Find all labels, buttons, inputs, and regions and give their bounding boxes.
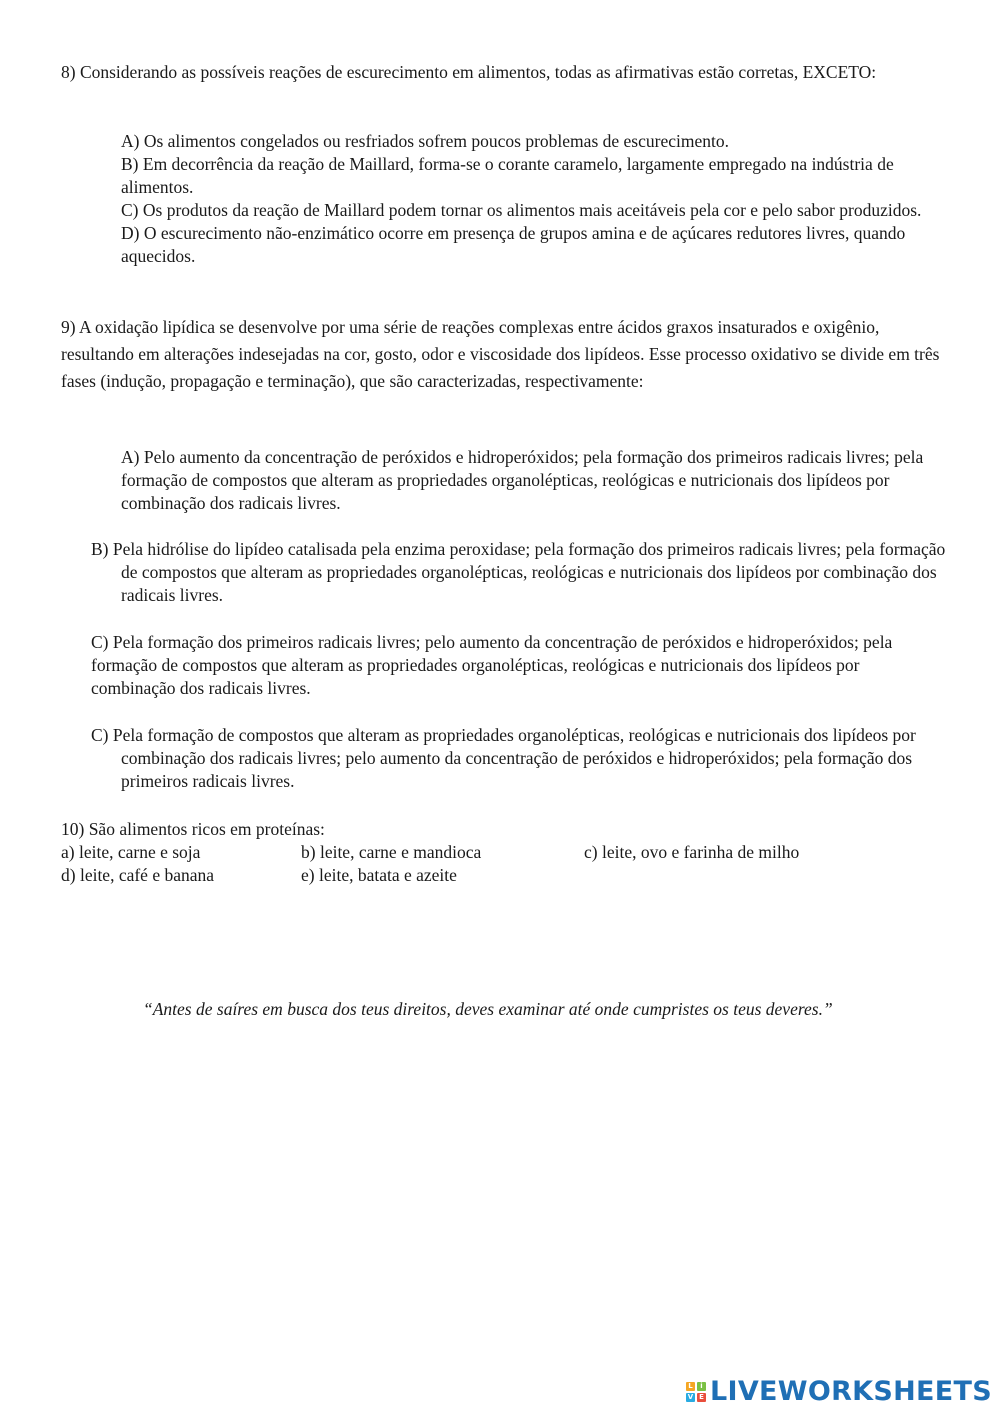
question-9-option-c: C) Pela formação dos primeiros radicais livres; pelo aumento da concentração de peróxidos e hidroperóxidos; pela formação de compostos que alteram as propriedades organolépticas, reológicas e nutricionais dos lipídeos por combinação dos radicais livres. (91, 632, 893, 698)
question-10-option-b: b) leite, carne e mandioca (301, 842, 482, 862)
logo-tile-l: L (686, 1382, 695, 1391)
question-10-row-2 (61, 864, 941, 887)
question-10-options (61, 841, 941, 887)
logo-mark-icon (686, 1382, 706, 1402)
question-8-option-d: D) O escurecimento não-enzimático ocorre em presença de grupos amina e de açúcares redutores livres, quando aquecidos. (121, 223, 906, 266)
question-10-option-d: d) leite, café e banana (61, 865, 215, 885)
question-9-stem: 9) A oxidação lipídica se desenvolve por uma série de reações complexas entre ácidos graxos insaturados e oxigênio, resultando em alterações indesejadas na cor, gosto, odor e viscosidade dos lipídeos. Esse processo oxidativo se divide em três fases (indução, propagação e terminação), que são caracterizadas, respectivamente: (61, 317, 940, 391)
closing-quote: “Antes de saíres em busca dos teus direitos, deves examinar até onde cumpristes os teus deveres.” (143, 998, 833, 1019)
question-8-option-c: C) Os produtos da reação de Maillard podem tornar os alimentos mais aceitáveis pela cor e pelo sabor produzidos. (121, 200, 922, 220)
logo-tile-i: i (697, 1382, 706, 1391)
logo-tile-e: E (697, 1393, 706, 1402)
question-8-stem: 8) Considerando as possíveis reações de escurecimento em alimentos, todas as afirmativas estão corretas, EXCETO: (61, 62, 877, 82)
logo-tile-v: V (687, 1393, 694, 1401)
question-10-row-1 (61, 841, 941, 864)
liveworksheets-logo (686, 1377, 992, 1407)
question-8-options (121, 130, 951, 268)
question-10-option-c: c) leite, ovo e farinha de milho (584, 842, 800, 862)
question-8-option-a: A) Os alimentos congelados ou resfriados sofrem poucos problemas de escurecimento. (121, 131, 729, 151)
logo-text: LIVEWORKSHEETS (709, 1376, 992, 1407)
question-9-option-a: A) Pelo aumento da concentração de peróxidos e hidroperóxidos; pela formação dos primeiros radicais livres; pela formação de compostos que alteram as propriedades organolépticas, reológicas e nutricionais dos lipídeos por combinação dos radicais livres. (121, 447, 924, 513)
question-10-stem: 10) São alimentos ricos em proteínas: (61, 819, 325, 839)
question-9-option-b: B) Pela hidrólise do lipídeo catalisada pela enzima peroxidase; pela formação dos primeiros radicais livres; pela formação de compostos que alteram as propriedades organolépticas, reológicas e nutricionais dos lipídeos por combinação dos radicais livres. (91, 539, 946, 605)
question-10-option-a: a) leite, carne e soja (61, 842, 201, 862)
question-9-option-d: C) Pela formação de compostos que alteram as propriedades organolépticas, reológicas e nutricionais dos lipídeos por combinação dos radicais livres; pelo aumento da concentração de peróxidos e hidroperóxidos; pela formação dos primeiros radicais livres. (91, 725, 916, 791)
question-8-option-b: B) Em decorrência da reação de Maillard, forma-se o corante caramelo, largamente empregado na indústria de alimentos. (121, 154, 894, 197)
question-10-option-e: e) leite, batata e azeite (301, 865, 457, 885)
